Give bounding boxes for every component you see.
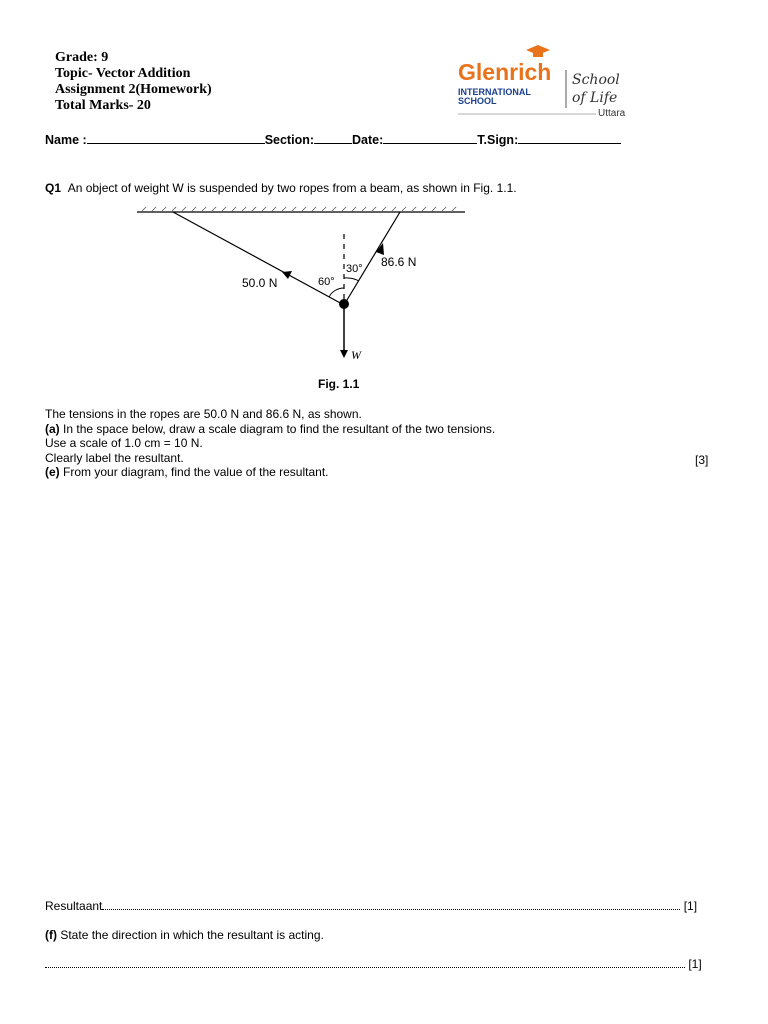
tsign-label: T.Sign: [477,133,519,147]
section-label: Section: [264,133,314,147]
question-1 [45,181,517,195]
angle-30-label: 30° [346,263,363,275]
logo-tag1: School [572,72,620,88]
left-rope [173,212,344,305]
tsign-field[interactable] [518,133,621,144]
beam-hatching [142,207,456,211]
label-line: Clearly label the resultant. [45,450,184,465]
direction-answer-line [45,957,702,971]
part-f [45,928,324,942]
date-field[interactable] [383,133,477,144]
figure-1-1 [130,200,480,375]
school-logo [456,42,636,122]
angle-60-label: 60° [318,276,335,288]
logo-sub2: SCHOOL [458,96,497,106]
part-f-text: State the direction in which the resultant is acting. [60,928,324,942]
part-f-label: (f) [45,928,57,942]
weight-arrow [340,350,348,358]
section-field[interactable] [314,133,352,144]
resultant-answer-field[interactable] [102,900,680,910]
date-label: Date: [352,133,384,147]
mass-point [339,299,349,309]
logo-campus: Uttara [598,108,626,119]
scale-line: Use a scale of 1.0 cm = 10 N. [45,436,203,450]
left-tension-arrow [282,271,292,279]
name-field[interactable] [87,133,265,144]
question-body [45,407,495,480]
right-force-label: 86.6 N [381,255,417,269]
left-force-label: 50.0 N [242,276,278,290]
logo-sub1: INTERNATIONAL [458,87,531,97]
logo-brand: Glenrich [458,59,552,85]
logo-tag2: of Life [572,90,618,106]
name-label: Name : [45,133,87,147]
marks-part-a: [3] [695,453,709,467]
student-info-line [45,133,621,147]
part-e: (e) From your diagram, find the value of the resultant. [45,465,329,479]
figure-caption: Fig. 1.1 [318,377,360,391]
header-block [55,50,212,114]
marks-f: [1] [688,957,702,971]
assignment: Assignment 2(Homework) [55,82,212,97]
weight-label: W [351,348,361,362]
question-number: Q1 [45,181,62,195]
part-a: (a) In the space below, draw a scale diagram to find the resultant of the two tensions. [45,421,496,436]
topic: Topic- Vector Addition [55,66,191,81]
resultant-answer-line [45,899,697,913]
resultant-label: Resultaant [45,899,103,913]
question-text: An object of weight W is suspended by two ropes from a beam, as shown in Fig. 1.1. [67,181,517,195]
tensions-line: The tensions in the ropes are 50.0 N and 86.6 N, as shown. [45,407,362,421]
grade: Grade: 9 [55,50,109,65]
marks-resultant: [1] [683,899,698,913]
direction-answer-field[interactable] [45,958,685,968]
total-marks: Total Marks- 20 [55,98,151,113]
